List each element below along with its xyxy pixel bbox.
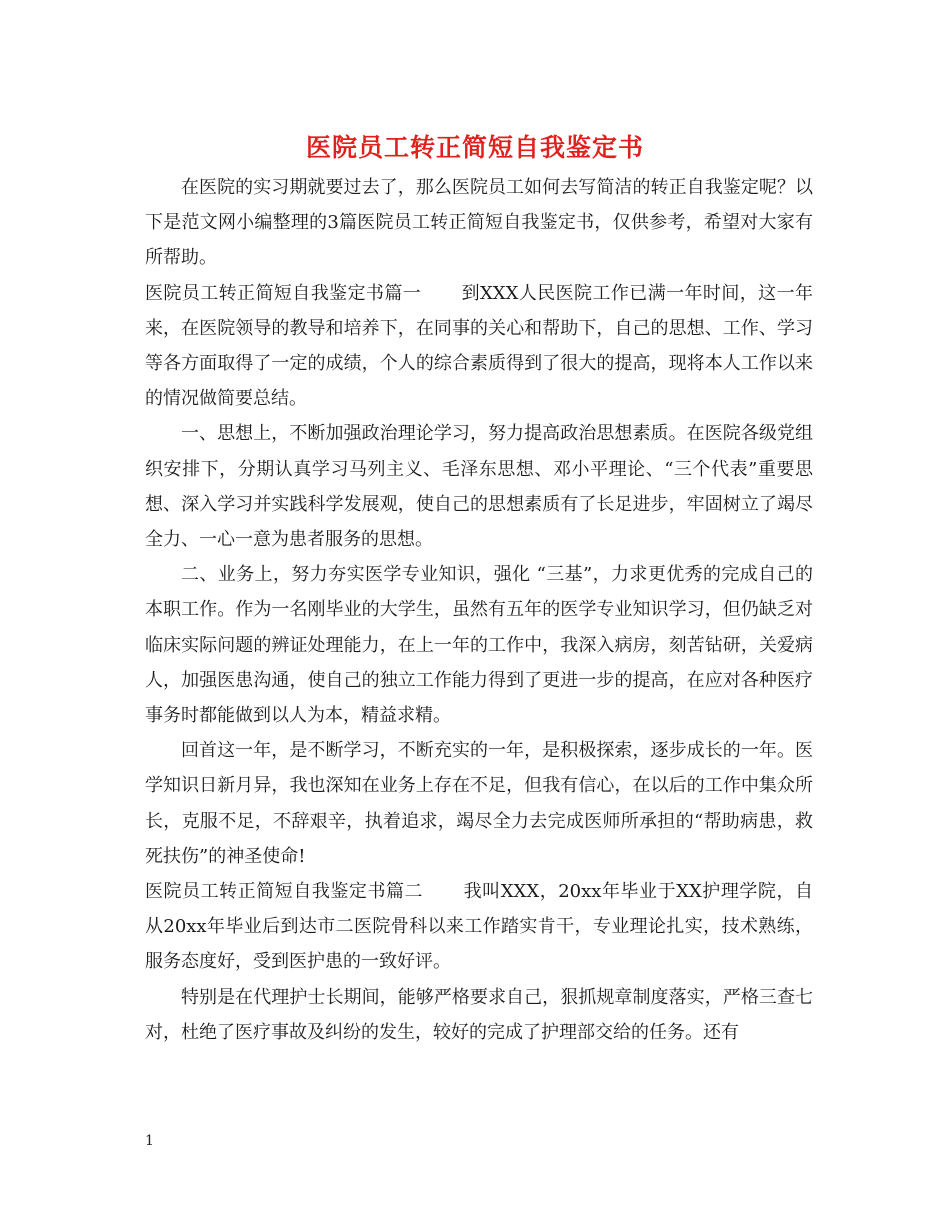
section-one-paragraph: [145, 276, 813, 417]
document-body: [145, 170, 813, 1050]
page-number: 1: [145, 1133, 154, 1149]
section-two-paragraph: [145, 874, 813, 980]
review-paragraph: 回首这一年，是不断学习，不断充实的一年，是积极探索，逐步成长的一年。医学知识日新月异，我也深知在业务上存在不足，但我有信心，在以后的工作中集众所长，克服不足，不辞艰辛，执着追求，竭尽全力去完成医师所承担的“帮助病患，救死扶伤”的神圣使命!: [145, 740, 813, 867]
section-one-heading: 医院员工转正简短自我鉴定书篇一: [145, 282, 422, 304]
section-one-text: 到XXX人民医院工作已满一年时间，这一年来，在医院领导的教导和培养下，在同事的关心和帮助下，自己的思想、工作、学习等各方面取得了一定的成绩，个人的综合素质得到了很大的提高，现将本人工作以来的情况做简要总结。: [145, 282, 813, 410]
document-title: 医院员工转正简短自我鉴定书: [305, 133, 644, 162]
section-two-text: 我叫XXX，20xx年毕业于XX护理学院，自从20xx年毕业后到达市二医院骨科以来工作踏实肯干，专业理论扎实，技术熟练，服务态度好，受到医护患的一致好评。: [145, 881, 814, 973]
section-two-heading: 医院员工转正简短自我鉴定书篇二: [145, 881, 424, 903]
nurse-paragraph: 特别是在代理护士长期间，能够严格要求自己，狠抓规章制度落实，严格三查七对，杜绝了医疗事故及纠纷的发生，较好的完成了护理部交给的任务。还有: [145, 986, 813, 1043]
business-paragraph: 二、业务上，努力夯实医学专业知识，强化 “三基”，力求更优秀的完成自己的本职工作。作为一名刚毕业的大学生，虽然有五年的医学专业知识学习，但仍缺乏对临床实际问题的辨证处理能力，在上一年的工作中，我深入病房，刻苦钻研，关爱病人，加强医患沟通，使自己的独立工作能力得到了更进一步的提高，在应对各种医疗事务时都能做到以人为本，精益求精。: [145, 564, 813, 727]
intro-paragraph: 在医院的实习期就要过去了，那么医院员工如何去写简洁的转正自我鉴定呢？以下是范文网小编整理的3篇医院员工转正简短自我鉴定书，仅供参考，希望对大家有所帮助。: [145, 177, 813, 269]
ideology-paragraph: 一、思想上，不断加强政治理论学习，努力提高政治思想素质。在医院各级党组织安排下，分期认真学习马列主义、毛泽东思想、邓小平理论、“三个代表”重要思想、深入学习并实践科学发展观，使自己的思想素质有了长足进步，牢固树立了竭尽全力、一心一意为患者服务的思想。: [145, 423, 813, 551]
